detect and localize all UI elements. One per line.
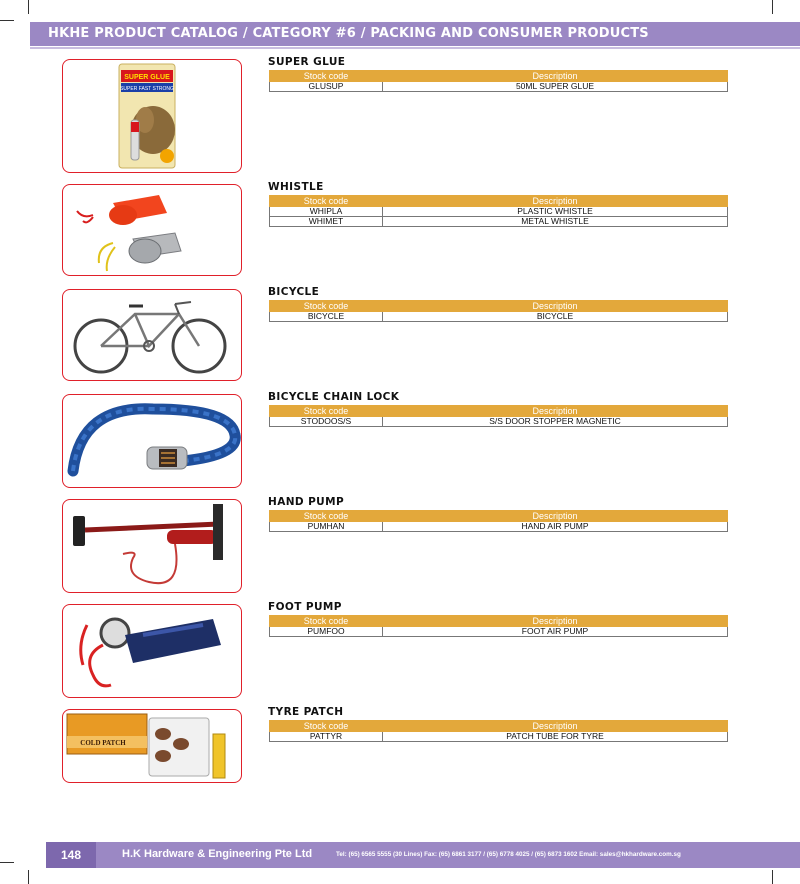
stock-code-cell: PUMHAN (270, 522, 383, 532)
column-header-stock-code: Stock code (270, 196, 383, 207)
stock-code-cell: PUMFOO (270, 627, 383, 637)
section-title: BICYCLE CHAIN LOCK (268, 391, 400, 403)
table-row (270, 82, 728, 92)
crop-mark (0, 862, 14, 863)
table-row (270, 312, 728, 322)
description-cell: PLASTIC WHISTLE (383, 207, 728, 217)
product-image-foot-pump (62, 604, 242, 698)
column-header-description: Description (383, 301, 728, 312)
column-header-description: Description (383, 406, 728, 417)
stock-code-cell: WHIMET (270, 217, 383, 227)
crop-mark (772, 0, 773, 14)
section-title: SUPER GLUE (268, 56, 346, 68)
table-row (270, 732, 728, 742)
crop-mark (28, 870, 29, 884)
column-header-description: Description (383, 721, 728, 732)
column-header-description: Description (383, 511, 728, 522)
column-header-stock-code: Stock code (270, 616, 383, 627)
product-table (269, 720, 728, 742)
product-table (269, 300, 728, 322)
column-header-description: Description (383, 71, 728, 82)
section-title: FOOT PUMP (268, 601, 342, 613)
product-image-hand-pump (62, 499, 242, 593)
description-cell: HAND AIR PUMP (383, 522, 728, 532)
patch-label-text: COLD PATCH (80, 739, 126, 747)
glue-brand-text: SUPER GLUE (124, 74, 170, 81)
product-image-super-glue (62, 59, 242, 173)
column-header-stock-code: Stock code (270, 406, 383, 417)
description-cell: 50ML SUPER GLUE (383, 82, 728, 92)
stock-code-cell: GLUSUP (270, 82, 383, 92)
crop-mark (772, 870, 773, 884)
product-table (269, 615, 728, 637)
description-cell: PATCH TUBE FOR TYRE (383, 732, 728, 742)
column-header-description: Description (383, 616, 728, 627)
header-title: HKHE PRODUCT CATALOG / CATEGORY #6 / PACKING AND CONSUMER PRODUCTS (48, 26, 649, 41)
crop-mark (28, 0, 29, 14)
column-header-stock-code: Stock code (270, 71, 383, 82)
product-table (269, 510, 728, 532)
glue-sub-text: SUPER FAST STRONG (120, 86, 174, 92)
section-title: BICYCLE (268, 286, 320, 298)
product-image-whistle (62, 184, 242, 276)
product-image-tyre-patch (62, 709, 242, 783)
crop-mark (0, 20, 14, 21)
table-row (270, 627, 728, 637)
description-cell: FOOT AIR PUMP (383, 627, 728, 637)
table-row (270, 417, 728, 427)
page-footer (46, 842, 800, 868)
table-row (270, 522, 728, 532)
product-table (269, 405, 728, 427)
table-row (270, 207, 728, 217)
page-header (30, 22, 800, 46)
description-cell: S/S DOOR STOPPER MAGNETIC (383, 417, 728, 427)
table-row (270, 217, 728, 227)
description-cell: BICYCLE (383, 312, 728, 322)
page-number: 148 (46, 842, 96, 868)
stock-code-cell: PATTYR (270, 732, 383, 742)
column-header-description: Description (383, 196, 728, 207)
section-title: WHISTLE (268, 181, 324, 193)
contact-info: Tel: (65) 6565 5555 (30 Lines) Fax: (65) 6861 3177 / (65) 6778 4025 / (65) 6873 1602 Email: sales@hkhardware.com.sg (336, 851, 681, 858)
product-image-bicycle (62, 289, 242, 381)
section-title: HAND PUMP (268, 496, 345, 508)
product-table (269, 70, 728, 92)
product-image-chain-lock (62, 394, 242, 488)
header-rule (30, 47, 800, 49)
product-table (269, 195, 728, 227)
stock-code-cell: WHIPLA (270, 207, 383, 217)
stock-code-cell: STODOOS/S (270, 417, 383, 427)
description-cell: METAL WHISTLE (383, 217, 728, 227)
column-header-stock-code: Stock code (270, 301, 383, 312)
stock-code-cell: BICYCLE (270, 312, 383, 322)
column-header-stock-code: Stock code (270, 721, 383, 732)
company-name: H.K Hardware & Engineering Pte Ltd (122, 848, 313, 860)
section-title: TYRE PATCH (268, 706, 344, 718)
column-header-stock-code: Stock code (270, 511, 383, 522)
